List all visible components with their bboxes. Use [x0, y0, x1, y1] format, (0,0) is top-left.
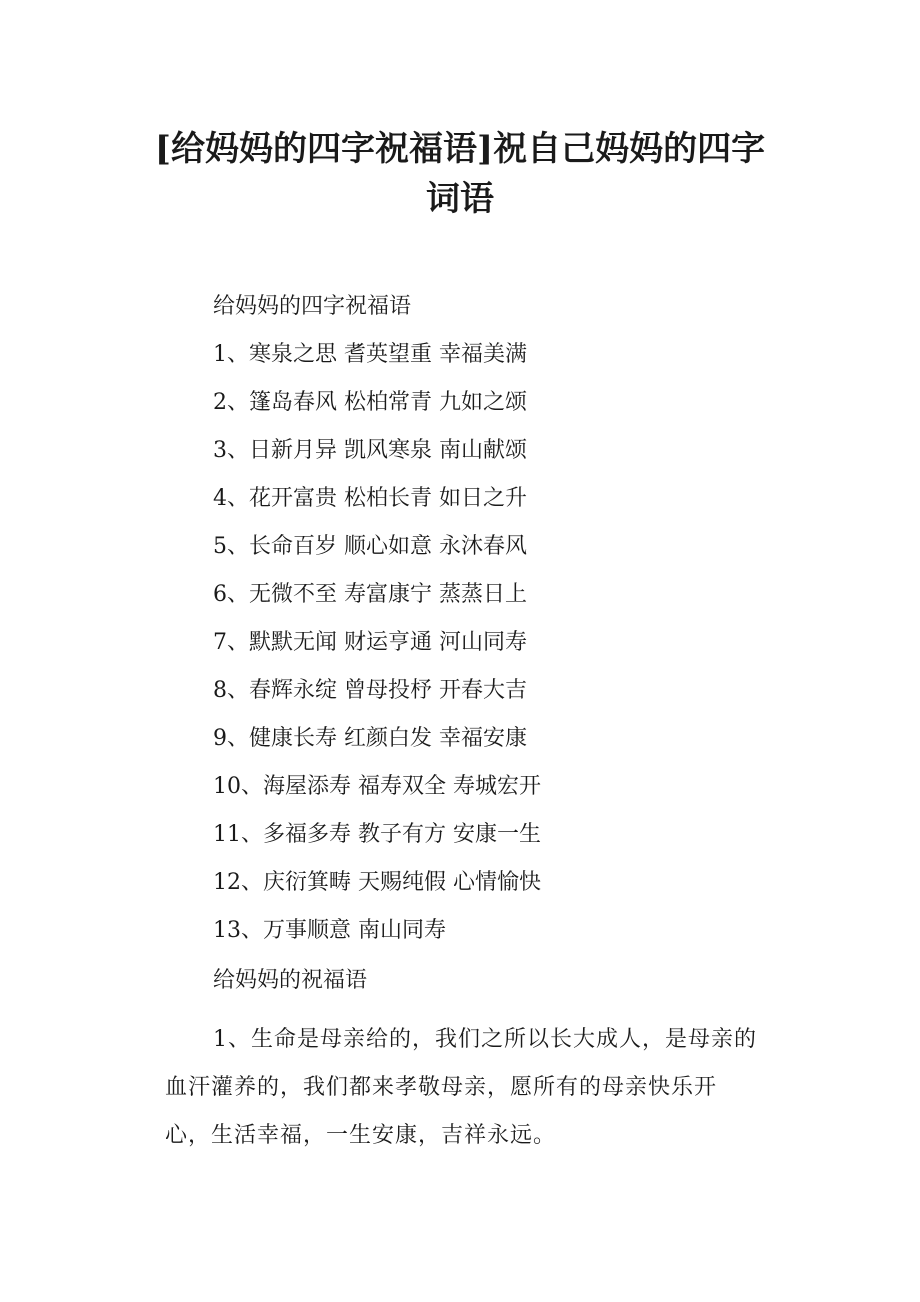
phrase-line-4: 4、花开富贵 松柏长青 如日之升	[213, 486, 527, 511]
section-heading-four-character-blessings: 给妈妈的四字祝福语	[213, 294, 412, 319]
phrase-line-8: 8、春辉永绽 曾母投杼 开春大吉	[213, 678, 527, 703]
phrase-line-10: 10、海屋添寿 福寿双全 寿城宏开	[213, 774, 541, 799]
phrase-line-11: 11、多福多寿 教子有方 安康一生	[213, 822, 541, 847]
section-heading-blessings: 给妈妈的祝福语	[213, 968, 368, 993]
phrase-line-13: 13、万事顺意 南山同寿	[213, 918, 446, 943]
phrase-line-1: 1、寒泉之思 耆英望重 幸福美满	[213, 342, 527, 367]
phrase-line-9: 9、健康长寿 红颜白发 幸福安康	[213, 726, 527, 751]
phrase-line-2: 2、篷岛春风 松柏常青 九如之颂	[213, 390, 527, 415]
document-title: [给妈妈的四字祝福语]祝自己妈妈的四字词语	[154, 129, 766, 219]
phrase-line-6: 6、无微不至 寿富康宁 蒸蒸日上	[213, 582, 527, 607]
phrase-line-7: 7、默默无闻 财运亨通 河山同寿	[213, 630, 527, 655]
phrase-line-5: 5、长命百岁 顺心如意 永沐春风	[213, 534, 527, 559]
blessing-paragraph-1: 1、生命是母亲给的，我们之所以长大成人，是母亲的血汗灌养的，我们都来孝敬母亲，愿所有的母亲快乐开心，生活幸福，一生安康，吉祥永远。	[165, 1027, 757, 1148]
phrase-line-3: 3、日新月异 凯风寒泉 南山献颂	[213, 438, 527, 463]
phrase-line-12: 12、庆衍箕畴 天赐纯假 心情愉快	[213, 870, 541, 895]
